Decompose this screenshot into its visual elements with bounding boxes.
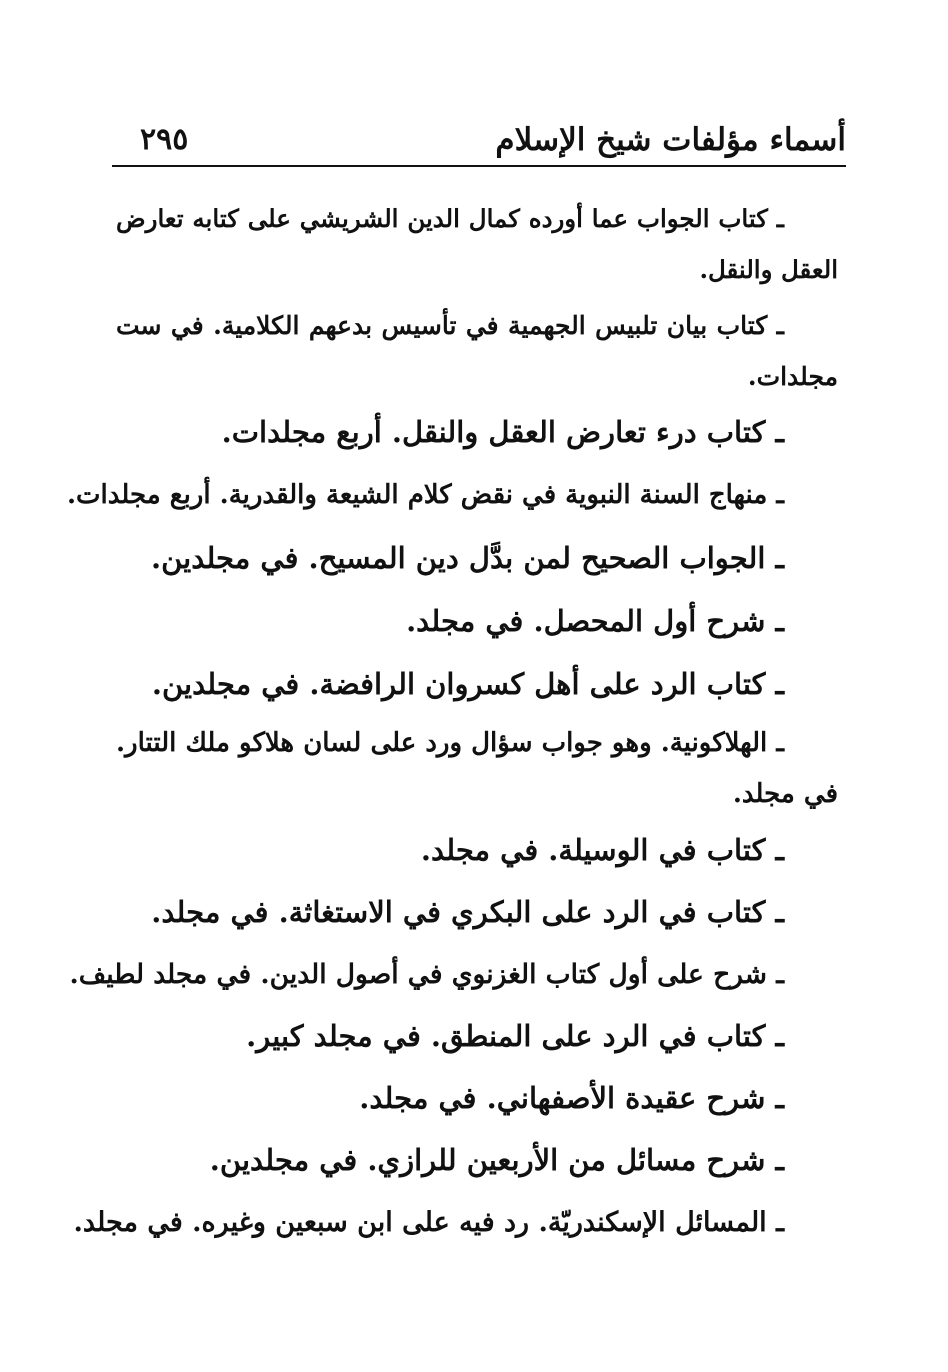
list-item: ـ المسائل الإسكندريّة. رد فيه على ابن سبعين وغيره. في مجلد. xyxy=(73,1207,784,1238)
entry-line: ـ كتاب الجواب عما أورده كمال الدين الشريشي على كتابه تعارض xyxy=(116,204,784,233)
list-item: ـ شرح مسائل من الأربعين للرازي. في مجلدين. xyxy=(209,1143,784,1177)
entry-line: ـ كتاب بيان تلبيس الجهمية في تأسيس بدعهم الكلامية. في ست xyxy=(116,311,784,340)
entry-line-continued: في مجلد. xyxy=(732,779,838,809)
entry-line: ـ الهلاكونية. وهو جواب سؤال ورد على لسان هلاكو ملك التتار. xyxy=(116,728,784,758)
list-item: ـ كتاب درء تعارض العقل والنقل. أربع مجلدات. xyxy=(221,415,784,449)
list-item: ـ منهاج السنة النبوية في نقض كلام الشيعة والقدرية. أربع مجلدات. xyxy=(66,480,784,510)
entry-line-continued: مجلدات. xyxy=(747,362,838,391)
list-item: ـ الجواب الصحيح لمن بدَّل دين المسيح. في مجلدين. xyxy=(150,541,784,575)
entries-list xyxy=(66,0,838,1372)
list-item: ـ شرح أول المحصل. في مجلد. xyxy=(406,604,784,638)
list-item: ـ كتاب في الرد على المنطق. في مجلد كبير. xyxy=(246,1019,784,1053)
page-number: ٢٩٥ xyxy=(140,122,189,157)
list-item: ـ كتاب في الوسيلة. في مجلد. xyxy=(420,833,784,867)
list-item: ـ شرح عقيدة الأصفهاني. في مجلد. xyxy=(359,1081,784,1115)
list-item xyxy=(116,193,838,295)
list-item: ـ كتاب الرد على أهل كسروان الرافضة. في مجلدين. xyxy=(151,667,784,701)
list-item xyxy=(116,718,838,820)
entry-line-continued: العقل والنقل. xyxy=(699,255,838,284)
running-title: أسماء مؤلفات شيخ الإسلام xyxy=(495,122,846,158)
list-item xyxy=(116,300,838,402)
list-item: ـ كتاب في الرد على البكري في الاستغاثة. في مجلد. xyxy=(151,895,784,929)
list-item: ـ شرح على أول كتاب الغزنوي في أصول الدين. في مجلد لطيف. xyxy=(69,959,784,990)
